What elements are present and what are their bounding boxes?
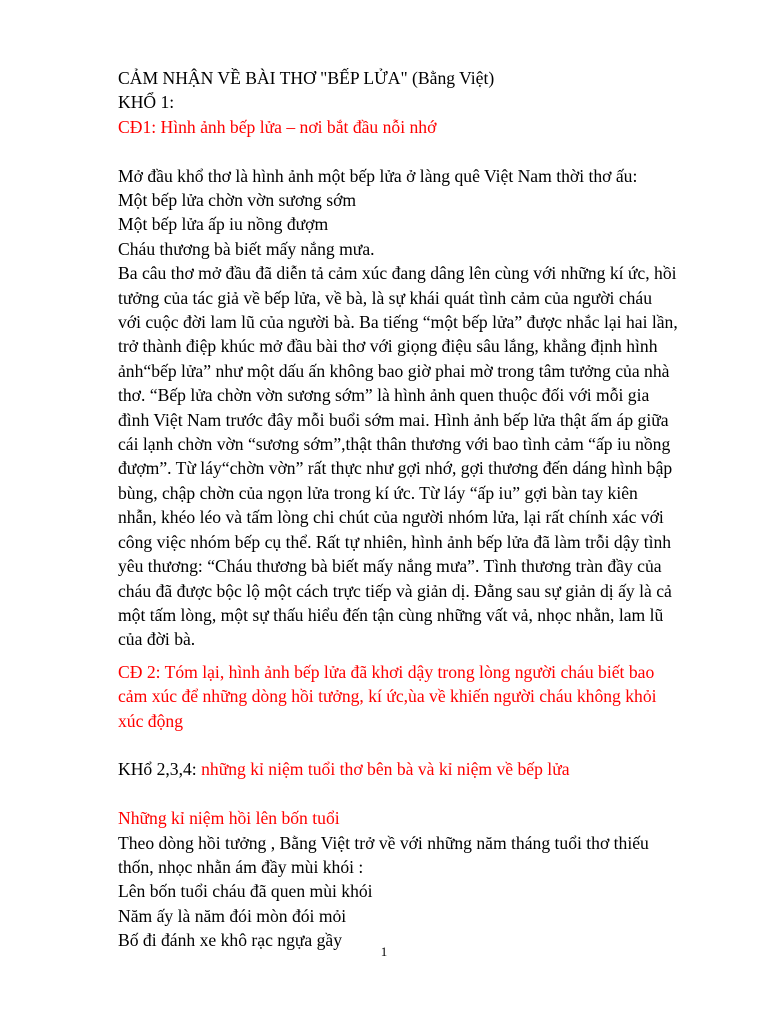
paragraph-line: thơ. “Bếp lửa chờn vờn sương sớm” là hình ảnh quen thuộc đối với mỗi gia — [118, 385, 650, 406]
paragraph-line: một tấm lòng, một sự thấu hiểu đến tận cùng những vất vả, nhọc nhằn, lam lũ — [118, 604, 664, 625]
analysis-paragraph — [118, 261, 728, 652]
cd2-line: xúc động — [118, 710, 183, 731]
paragraph-line: nhẫn, khéo léo và tấm lòng chi chút của người nhóm lửa, lại rất chính xác với — [118, 507, 664, 528]
poem-line: Một bếp lửa ấp iu nồng đượm — [118, 214, 329, 235]
kho234-heading — [118, 757, 728, 781]
kho1-heading: KHỔ 1: — [118, 92, 175, 113]
poem-line: Một bếp lửa chờn vờn sương sớm — [118, 190, 357, 211]
poem-line: Năm ấy là năm đói mòn đói mỏi — [118, 905, 347, 926]
paragraph-line: trở thành điệp khúc mở đầu bài thơ với giọng điệu sâu lắng, khẳng định hình — [118, 336, 658, 357]
paragraph-line: với cuộc đời lam lũ của người bà. Ba tiếng “một bếp lửa” được nhắc lại hai lần, — [118, 312, 678, 333]
poem-line: Lên bốn tuổi cháu đã quen mùi khói — [118, 881, 373, 902]
memories-intro-line: thốn, nhọc nhằn ám đầy mùi khói : — [118, 856, 364, 877]
poem-stanza-1 — [118, 188, 728, 261]
cd2-line: CĐ 2: Tóm lại, hình ảnh bếp lửa đã khơi dậy trong lòng người cháu biết bao — [118, 661, 655, 682]
paragraph-line: ảnh“bếp lửa” như một dấu ấn không bao giờ phai mờ trong tâm tưởng của nhà — [118, 360, 670, 381]
memories-intro-line: Theo dòng hồi tưởng , Bằng Việt trở về với những năm tháng tuổi thơ thiếu — [118, 832, 649, 853]
spacer — [118, 139, 728, 163]
memories-heading: Những kỉ niệm hồi lên bốn tuổi — [118, 808, 340, 829]
spacer — [118, 782, 728, 806]
paragraph-line: đượm”. Từ láy“chờn vờn” rất thực như gợi nhớ, gợi thương đến dáng hình bập — [118, 458, 673, 479]
paragraph-line: Ba câu thơ mở đầu đã diễn tả cảm xúc đang dâng lên cùng với những kí ức, hồi — [118, 263, 677, 284]
intro-line: Mở đầu khổ thơ là hình ảnh một bếp lửa ở làng quê Việt Nam thời thơ ấu: — [118, 165, 638, 186]
spacer — [118, 733, 728, 757]
page-number: 1 — [380, 944, 388, 959]
kho234-title: những kỉ niệm tuổi thơ bên bà và kỉ niệm về bếp lửa — [201, 759, 570, 780]
paragraph-line: tưởng của tác giả về bếp lửa, về bà, là sự khái quát tình cảm của người cháu — [118, 287, 653, 308]
paragraph-line: công việc nhóm bếp cụ thể. Rất tự nhiên, hình ảnh bếp lửa đã làm trỗi dậy tình — [118, 531, 672, 552]
document-title: CẢM NHẬN VỀ BÀI THƠ "BẾP LỬA" (Bằng Việt) — [118, 68, 495, 88]
paragraph-line: bùng, chập chờn của ngọn lửa trong kí ức. Từ láy “ấp iu” gợi bàn tay kiên — [118, 482, 638, 503]
cd2-line: cảm xúc để những dòng hồi tưởng, kí ức,ùa về khiến người cháu không khỏi — [118, 686, 657, 707]
paragraph-line: của đời bà. — [118, 629, 196, 650]
paragraph-line: đình Việt Nam trước đây mỗi buổi sớm mai. Hình ảnh bếp lửa thật ấm áp giữa — [118, 409, 669, 430]
poem-line: Bố đi đánh xe khô rạc ngựa gầy — [118, 930, 343, 951]
poem-line: Cháu thương bà biết mấy nắng mưa. — [118, 238, 375, 259]
paragraph-line: yêu thương: “Cháu thương bà biết mấy nắng mưa”. Tình thương tràn đầy của — [118, 556, 662, 577]
paragraph-line: cái lạnh chờn vờn “sương sớm”,thật thân thương với bao tình cảm “ấp iu nồng — [118, 434, 671, 455]
paragraph-line: cháu đã được bộc lộ một cách trực tiếp và giản dị. Đằng sau sự giản dị ấy là cả — [118, 580, 672, 601]
cd2-paragraph — [118, 660, 728, 733]
kho234-label: KHổ 2,3,4: — [118, 759, 202, 780]
cd1-heading: CĐ1: Hình ảnh bếp lửa – nơi bắt đầu nỗi nhớ — [118, 116, 437, 137]
